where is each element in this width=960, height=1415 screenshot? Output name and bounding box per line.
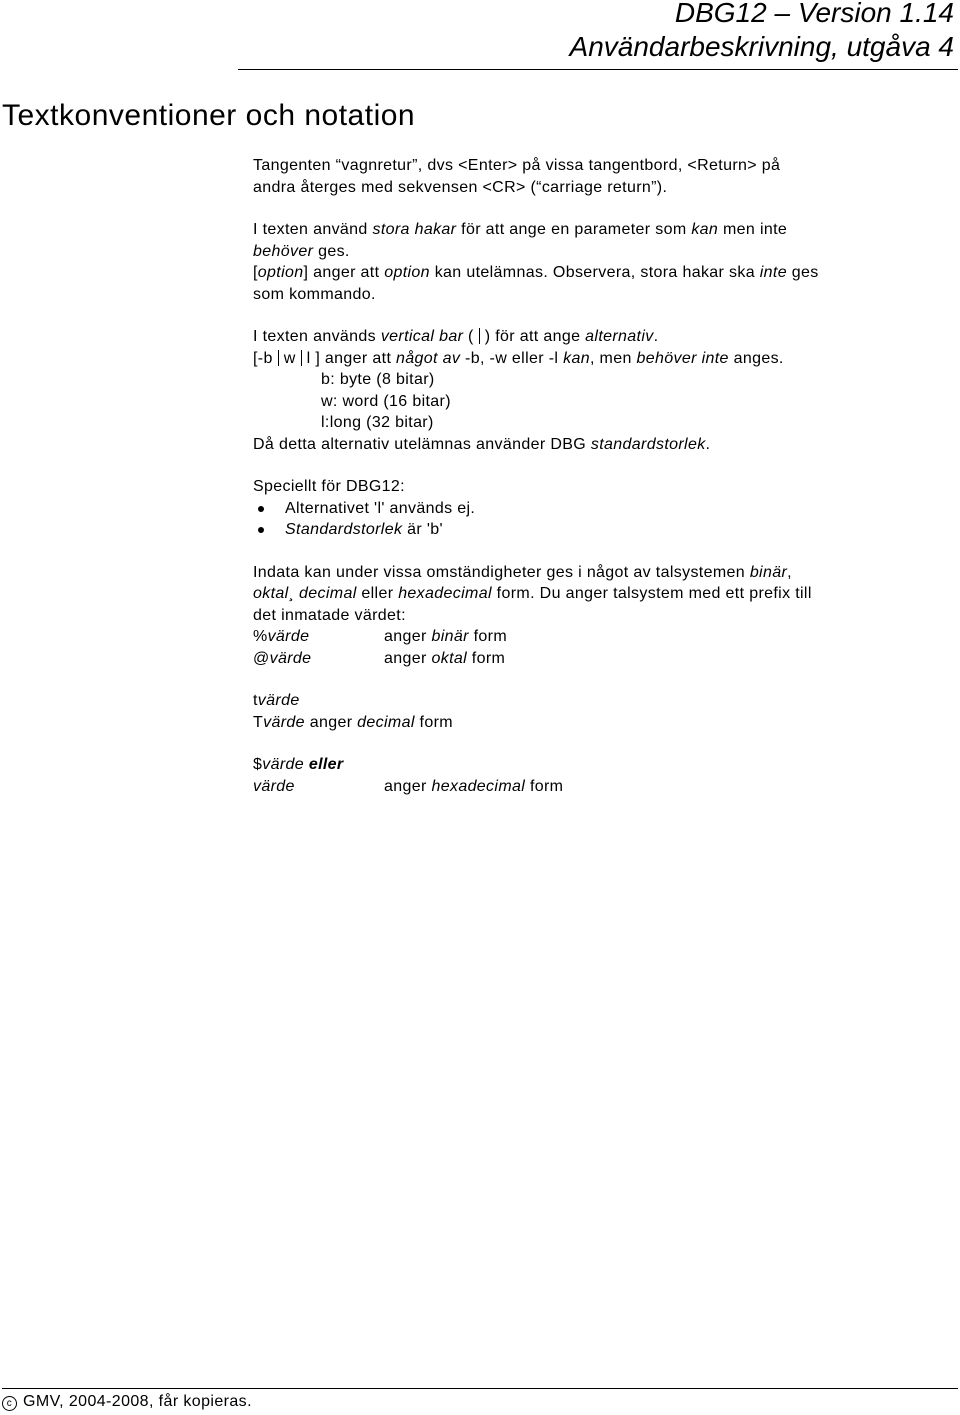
copyright-icon: c [2,1396,17,1411]
para-enter-line-2: andra återges med sekvensen <CR> (“carriage return”). [253,178,668,196]
decimal-row-1 [253,690,953,712]
emphasis: oktal¸ decimal [253,585,357,602]
emphasis: standardstorlek [590,435,706,453]
para-default-size [253,434,953,456]
para-indata-line-2 [253,583,953,605]
emphasis: binär [431,628,469,645]
emphasis: hexadecimal [431,777,526,795]
text: för att ange en parameter som [456,221,692,238]
page-footer [2,1392,252,1412]
emphasis: värde [257,692,300,709]
text: form [414,713,453,731]
emphasis: värde [262,756,305,773]
emphasis: option [384,264,430,281]
header-divider [238,69,958,70]
emphasis: värde [267,628,310,645]
para-option-line-2: som kommando. [253,285,376,303]
text: ges. [313,242,350,260]
text: kan utelämnas. Observera, stora hakar ska [429,264,760,281]
para-vbar [253,326,953,348]
text: -b, -w eller -l [460,349,564,367]
header-subtitle: Användarbeskrivning, utgåva 4 [569,31,954,62]
prefix-col [253,626,384,648]
para-bwl [253,348,953,370]
text: [-b [253,349,273,367]
hex-row-1 [253,754,953,776]
hex-row-2 [253,776,953,798]
para-indata-line-1 [253,562,953,584]
prefix-col: värde [253,777,295,795]
special-bullet-1: Alternativet 'l' används ej. [253,498,953,520]
emphasis: behöver inte [636,349,729,367]
special-heading: Speciellt för DBG12: [253,478,405,495]
text: % [253,628,268,645]
emphasis: binär [749,563,788,581]
spacer [253,669,953,690]
emphasis: hexadecimal [398,585,492,602]
text: $ [253,756,263,773]
para-brackets-line-2 [253,241,953,263]
text: anges. [728,349,784,367]
text: är 'b' [402,521,443,538]
emphasis: inte [759,264,787,281]
section-title: Textkonventioner och notation [2,99,416,132]
size-item-word: w: word (16 bitar) [321,392,451,410]
document-header [570,0,954,64]
document-body [253,155,953,797]
text: T [253,713,264,731]
text: l ] anger att [306,349,397,367]
text: men inte [718,221,788,238]
text: form [525,777,564,795]
text: . [653,328,659,345]
prefix-col [253,648,384,670]
header-version: DBG12 – Version 1.14 [674,0,954,28]
prefix-row-binar [253,626,953,648]
emphasis: stora hakar [372,221,457,238]
text: I texten använd [253,221,373,238]
text: form [468,628,507,645]
text: I texten används [253,328,381,345]
emphasis: värde [263,713,305,731]
spacer [253,733,953,754]
spacer [253,198,953,219]
bold-emphasis: eller [304,756,344,773]
text: , men [589,349,637,367]
text: anger [384,649,432,667]
text: form. Du anger talsystem med ett prefix till [491,585,812,602]
emphasis: något av [396,349,461,367]
text: Indata kan under vissa omständigheter ges i något av talsystemen [253,563,750,581]
para-brackets-line-1 [253,219,953,241]
footer-divider [2,1388,958,1389]
text: anger [384,777,432,795]
emphasis: behöver [253,242,314,260]
para-option-line-1 [253,262,953,284]
text: eller [356,585,399,602]
para-indata-line-3: det inmatade värdet: [253,606,406,624]
emphasis: värde [269,649,312,667]
text: ges [786,264,819,281]
para-enter-line-1: Tangenten “vagnretur”, dvs <Enter> på vissa tangentbord, <Return> på [253,157,781,174]
vertical-bar-glyph [301,350,302,366]
spacer [253,455,953,476]
text: ( [463,328,474,345]
text: anger [304,713,358,731]
emphasis: alternativ [585,328,654,345]
text: form [467,649,506,667]
emphasis: oktal [431,649,468,667]
emphasis: vertical bar [380,328,464,345]
text: ] anger att [303,264,385,281]
footer-text: GMV, 2004-2008, får kopieras. [23,1393,252,1410]
decimal-row-2 [253,712,953,734]
text: , [787,563,792,581]
emphasis: decimal [357,713,415,731]
text: ) för att ange [484,328,586,345]
text: anger [384,628,432,645]
spacer [253,305,953,326]
emphasis: kan [563,349,590,367]
spacer [253,541,953,562]
text: Då detta alternativ utelämnas använder DBG [253,435,591,453]
emphasis: kan [691,221,719,238]
text: . [705,435,711,453]
emphasis: Standardstorlek [285,521,403,538]
vertical-bar-glyph [278,350,279,366]
text: w [283,349,296,367]
special-bullet-2 [253,519,953,541]
text: t [253,692,258,709]
text: [ [253,264,258,281]
size-item-long: l:long (32 bitar) [321,414,434,431]
prefix-row-oktal [253,648,953,670]
vertical-bar-glyph [479,328,480,344]
size-item-byte: b: byte (8 bitar) [321,371,435,388]
text: @ [253,649,270,667]
emphasis: option [257,264,304,281]
